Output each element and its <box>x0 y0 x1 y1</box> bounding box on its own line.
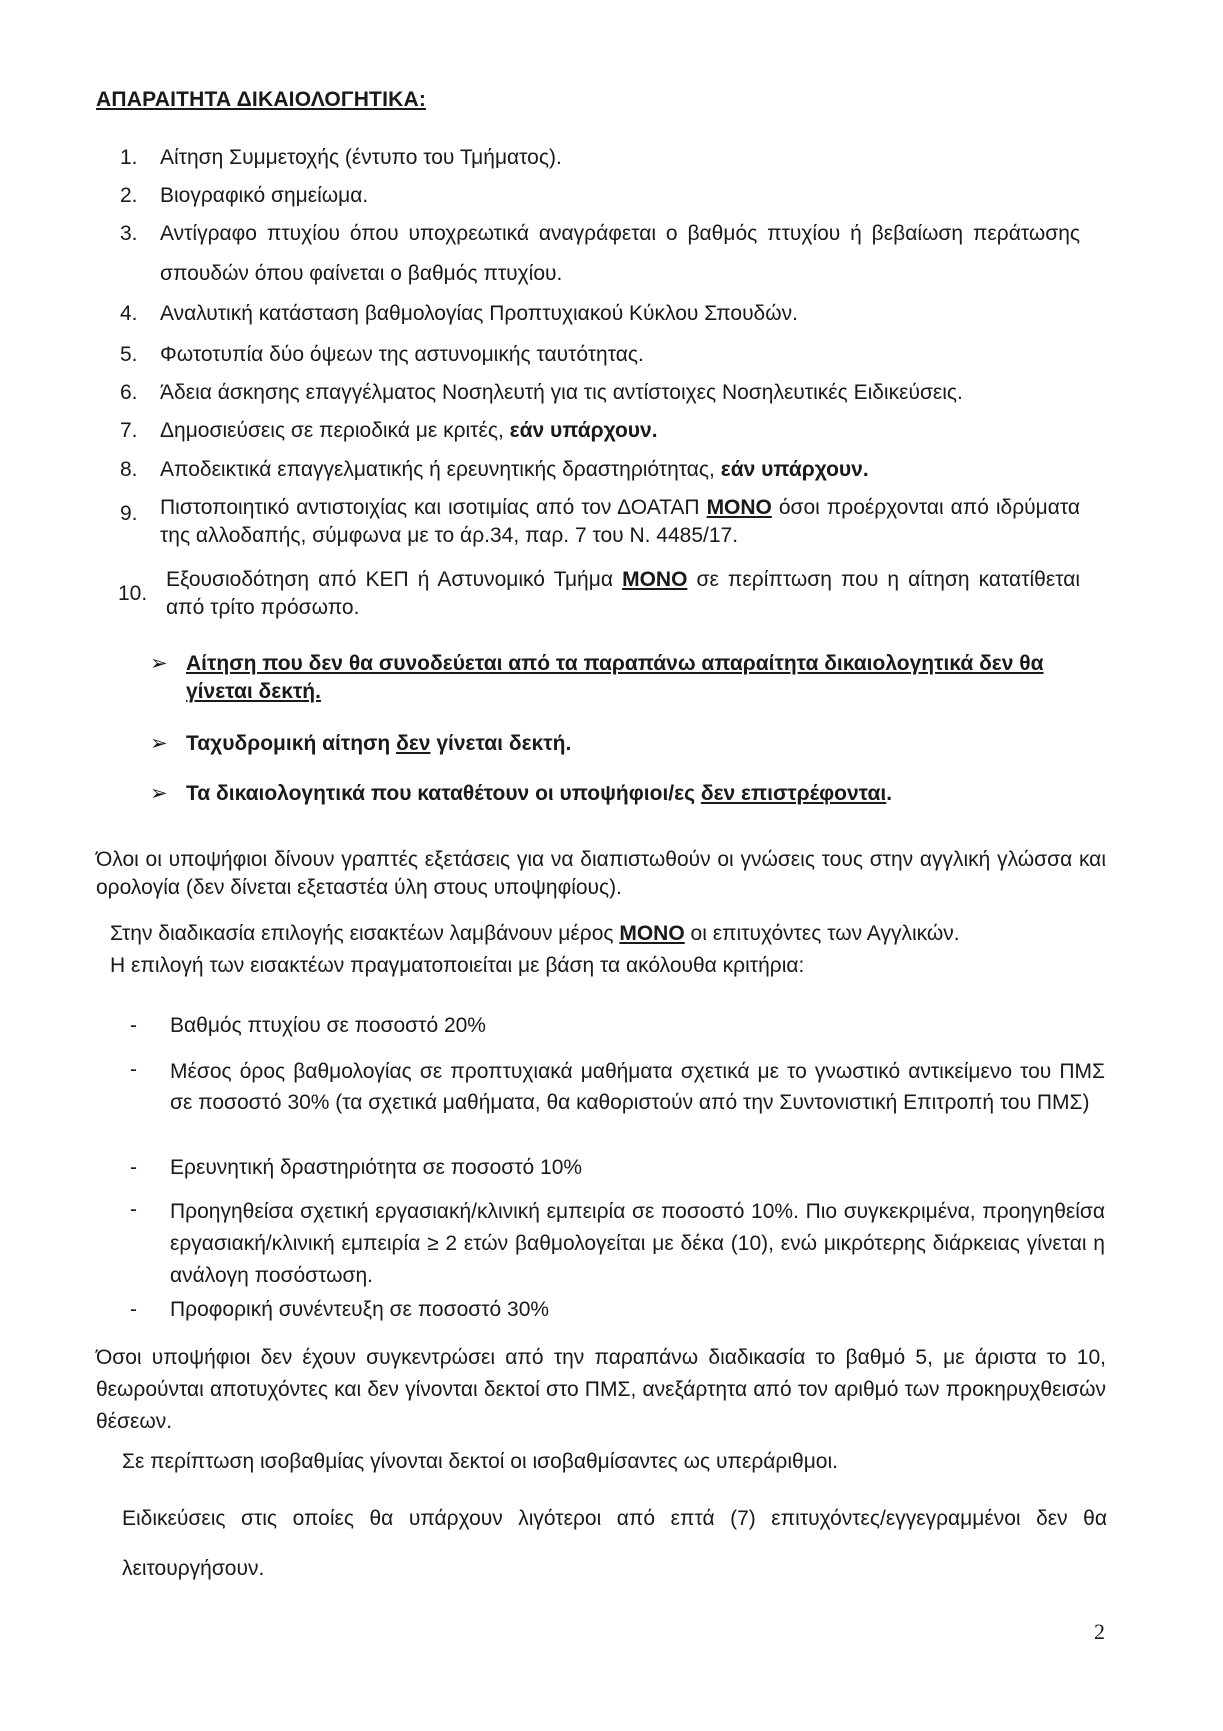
paragraph-english-exam: Όλοι οι υποψήφιοι δίνουν γραπτές εξετάσεις για να διαπιστωθούν οι γνώσεις τους στην αγγλική γλώσσα και ορολογία (δεν δίνεται εξεταστέα ύλη στους υποψηφίους). <box>96 848 1106 899</box>
arrow-icon: ➢ <box>150 782 168 805</box>
list-text: Αίτηση Συμμετοχής (έντυπο του Τμήματος). <box>160 146 562 169</box>
dash-bullet: - <box>130 1298 137 1321</box>
criteria-text: Προηγηθείσα σχετική εργασιακή/κλινική εμπειρία σε ποσοστό 10%. Πιο συγκεκριμένα, προηγηθείσα εργασιακή/κλινική εμπειρία ≥ 2 ετών βαθμολογείται με δέκα (10), ενώ μικρότερης διάρκειας γίνεται η ανάλογη ποσόστωση. <box>170 1200 1105 1287</box>
list-text <box>160 456 1080 484</box>
dash-bullet: - <box>130 1014 137 1037</box>
list-number: 9. <box>120 502 138 525</box>
warning-text <box>186 780 1100 808</box>
list-text-plain: όσοι προέρχονται από ιδρύματα της αλλοδαπής, σύμφωνα με το άρ.34, παρ. 7 του Ν. 4485/17. <box>160 496 1081 547</box>
list-text: Φωτοτυπία δύο όψεων της αστυνομικής ταυτότητας. <box>160 343 644 366</box>
paragraph-ties: Σε περίπτωση ισοβαθμίας γίνονται δεκτοί οι ισοβαθμίσαντες ως υπεράριθμοι. <box>122 1450 838 1473</box>
list-number: 2. <box>120 184 138 207</box>
paragraph-criteria-intro: Η επιλογή των εισακτέων πραγματοποιείται με βάση τα ακόλουθα κριτήρια: <box>110 954 805 977</box>
list-text-plain: Αποδεικτικά επαγγελματικής ή ερευνητικής δραστηριότητας, <box>160 458 715 481</box>
list-text <box>160 494 1080 550</box>
list-text: Άδεια άσκησης επαγγέλματος Νοσηλευτή για τις αντίστοιχες Νοσηλευτικές Ειδικεύσεις. <box>160 381 963 404</box>
warning-text-plain: Τα δικαιολογητικά που καταθέτουν οι υποψήφιοι/ες <box>186 782 695 805</box>
list-item <box>120 220 1080 284</box>
list-text-plain: Πιστοποιητικό αντιστοιχίας και ισοτιμίας από τον ΔΟΑΤΑΠ <box>160 496 700 519</box>
list-text <box>160 417 1080 445</box>
criteria-text: Ερευνητική δραστηριότητα σε ποσοστό 10% <box>170 1156 583 1179</box>
mono-emphasis: ΜΟΝΟ <box>706 496 772 519</box>
criteria-text: Βαθμός πτυχίου σε ποσοστό 20% <box>170 1014 486 1037</box>
list-text-plain: Δημοσιεύσεις σε περιοδικά με κριτές, <box>160 419 504 442</box>
warning-text-plain: γίνεται δεκτή. <box>436 732 572 755</box>
arrow-icon: ➢ <box>150 652 168 675</box>
list-number: 8. <box>120 458 138 481</box>
paragraph-text: οι επιτυχόντες των Αγγλικών. <box>690 922 960 945</box>
warning-text: Αίτηση που δεν θα συνοδεύεται από τα παραπάνω απαραίτητα δικαιολογητικά δεν θα γίνεται δεκτή. <box>186 652 1044 703</box>
list-number: 3. <box>120 222 138 245</box>
list-text: Αναλυτική κατάσταση βαθμολογίας Προπτυχιακού Κύκλου Σπουδών. <box>160 302 798 325</box>
list-number: 5. <box>120 343 138 366</box>
warning-text-plain: . <box>886 782 893 805</box>
dash-bullet: - <box>130 1058 137 1081</box>
warning-underline: δεν <box>396 732 431 755</box>
warning-underline: δεν επιστρέφονται <box>700 782 887 805</box>
list-text: Βιογραφικό σημείωμα. <box>160 184 369 207</box>
list-item <box>120 566 1080 626</box>
criteria-item <box>130 1056 1105 1148</box>
list-number: 1. <box>120 146 138 169</box>
emphasis-tail: . <box>651 419 658 442</box>
page-number: 2 <box>1094 1619 1105 1644</box>
mono-emphasis: ΜΟΝΟ <box>622 568 688 591</box>
list-text: Αντίγραφο πτυχίου όπου υποχρεωτικά αναγράφεται ο βαθμός πτυχίου ή βεβαίωση περάτωσης σπουδών όπου φαίνεται ο βαθμός πτυχίου. <box>160 222 1080 285</box>
paragraph-specializations: Ειδικεύσεις στις οποίες θα υπάρχουν λιγότεροι από επτά (7) επιτυχόντες/εγγεγραμμένοι δεν θα λειτουργήσουν. <box>122 1507 1107 1580</box>
list-text <box>166 566 1080 622</box>
list-text-plain: Εξουσιοδότηση από ΚΕΠ ή Αστυνομικό Τμήμα <box>166 568 613 591</box>
list-item <box>120 494 1080 554</box>
list-number: 4. <box>120 302 138 325</box>
warning-item <box>150 650 1100 708</box>
arrow-icon: ➢ <box>150 732 168 755</box>
list-number: 6. <box>120 381 138 404</box>
list-number: 10. <box>118 582 148 605</box>
section-title: ΑΠΑΡΑΙΤΗΤΑ ΔΙΚΑΙΟΛΟΓΗΤΙΚΑ: <box>96 88 427 111</box>
paragraph-selection <box>110 920 1120 948</box>
emphasis-text: εάν υπάρχουν <box>720 458 863 481</box>
criteria-text: Μέσος όρος βαθμολογίας σε προπτυχιακά μαθήματα σχετικά με το γνωστικό αντικείμενο του ΠΜΣ σε ποσοστό 30% (τα σχετικά μαθήματα, θα καθοριστούν από την Συντονιστική Επιτροπή του ΠΜΣ) <box>170 1060 1105 1114</box>
list-number: 7. <box>120 419 138 442</box>
emphasis-tail: . <box>862 458 869 481</box>
warning-text <box>186 730 1100 758</box>
criteria-item <box>130 1196 1105 1296</box>
mono-emphasis: ΜΟΝΟ <box>619 922 685 945</box>
criteria-text: Προφορική συνέντευξη σε ποσοστό 30% <box>170 1298 550 1321</box>
dash-bullet: - <box>130 1198 137 1221</box>
paragraph-pass-threshold: Όσοι υποψήφιοι δεν έχουν συγκεντρώσει από την παραπάνω διαδικασία το βαθμό 5, με άριστα το 10, θεωρούνται αποτυχόντες και δεν γίνονται δεκτοί στο ΠΜΣ, ανεξάρτητα από τον αριθμό των προκηρυχθεισών θέσεων. <box>96 1346 1106 1433</box>
emphasis-text: εάν υπάρχουν <box>509 419 652 442</box>
dash-bullet: - <box>130 1156 137 1179</box>
list-text-plain: σε περίπτωση που η αίτηση κατατίθεται από τρίτο πρόσωπο. <box>166 568 1081 619</box>
warning-text-plain: Ταχυδρομική αίτηση <box>186 732 391 755</box>
paragraph-text: Στην διαδικασία επιλογής εισακτέων λαμβάνουν μέρος <box>110 922 614 945</box>
